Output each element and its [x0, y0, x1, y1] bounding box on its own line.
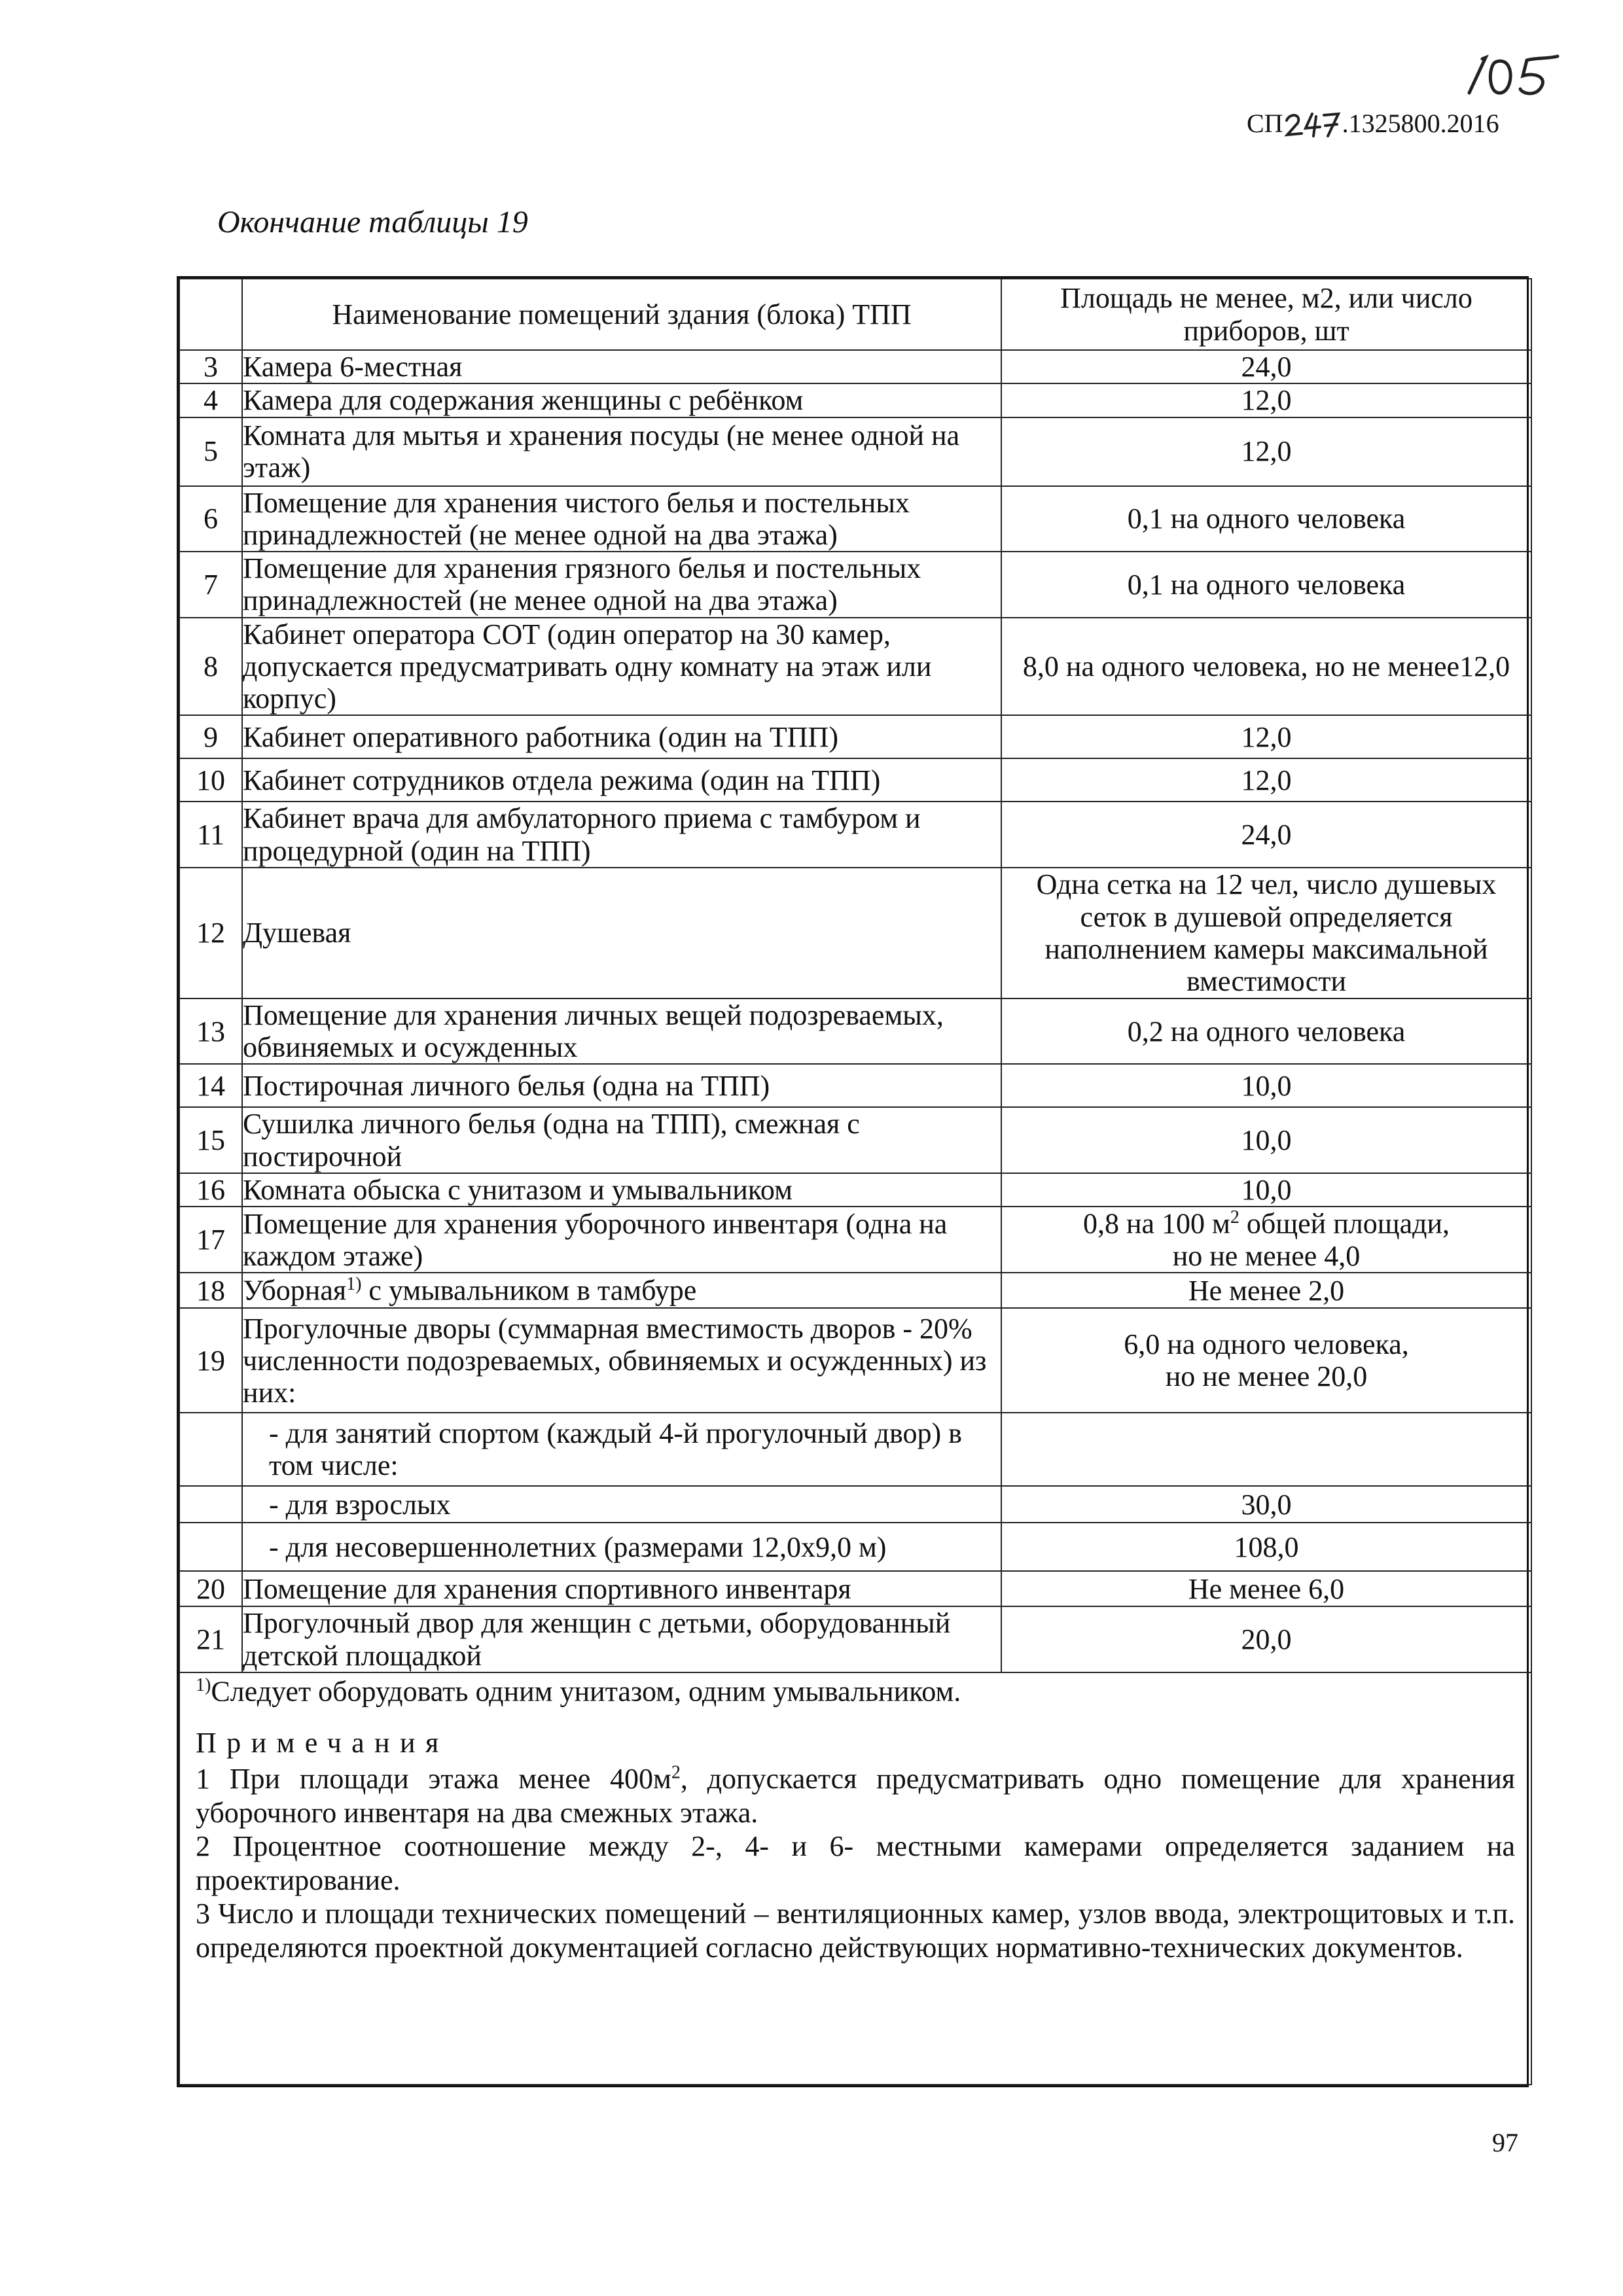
row-value-cell	[1001, 1207, 1531, 1273]
row-name-cell	[242, 1273, 1001, 1308]
row-value-cell: 12,0	[1001, 417, 1531, 486]
row-value-cell: 24,0	[1001, 350, 1531, 383]
row-number-cell: 11	[179, 802, 242, 868]
table-caption: Окончание таблицы 19	[217, 205, 528, 239]
rooms-table	[179, 278, 1532, 2085]
row-name-cell: Кабинет оператора СОТ (один оператор на 30 камер, допускается предусматривать одну комнату на этаж или корпус)	[242, 618, 1001, 716]
row-name-cell: Постирочная личного белья (одна на ТПП)	[242, 1064, 1001, 1107]
table-row	[179, 1064, 1531, 1107]
row-number-cell: 3	[179, 350, 242, 383]
table-row	[179, 486, 1531, 552]
row-name-cell: Помещение для хранения грязного белья и постельных принадлежностей (не менее одной на два этажа)	[242, 552, 1001, 618]
doc-code-suffix: .1325800.2016	[1342, 108, 1499, 138]
table-row	[179, 1606, 1531, 1672]
row-value-cell: 24,0	[1001, 802, 1531, 868]
header-name-cell: Наименование помещений здания (блока) ТПП	[242, 279, 1001, 350]
row-name-cell: Помещение для хранения чистого белья и постельных принадлежностей (не менее одной на два этажа)	[242, 486, 1001, 552]
row-name-cell: Помещение для хранения личных вещей подозреваемых, обвиняемых и осужденных	[242, 998, 1001, 1065]
table-row	[179, 1523, 1531, 1571]
row-value-cell: 20,0	[1001, 1606, 1531, 1672]
row-name-cell: Кабинет врача для амбулаторного приема с тамбуром и процедурной (один на ТПП)	[242, 802, 1001, 868]
row-number-cell: 5	[179, 417, 242, 486]
row-number-cell	[179, 1523, 242, 1571]
row-value-cell: 10,0	[1001, 1064, 1531, 1107]
row-value-cell: 12,0	[1001, 383, 1531, 417]
notes-title: Примечания	[196, 1726, 449, 1759]
row-value-cell: 0,2 на одного человека	[1001, 998, 1531, 1065]
row-name-cell: Камера 6-местная	[242, 350, 1001, 383]
row-value-cell	[1001, 1308, 1531, 1413]
table-19	[177, 276, 1529, 2087]
row-name-cell: Прогулочный двор для женщин с детьми, оборудованный детской площадкой	[242, 1606, 1001, 1672]
row-number-cell: 16	[179, 1173, 242, 1207]
row-number-cell: 12	[179, 868, 242, 998]
row-number-cell: 15	[179, 1107, 242, 1173]
row-value-cell: Не менее 6,0	[1001, 1571, 1531, 1606]
value-line	[1002, 1207, 1531, 1240]
row-name-cell: - для занятий спортом (каждый 4-й прогулочный двор) в том числе:	[242, 1413, 1001, 1486]
row-name-cell: Кабинет оперативного работника (один на ТПП)	[242, 715, 1001, 758]
row-value-cell: Одна сетка на 12 чел, число душевых сеток в душевой определяется наполнением камеры максимальной вместимости	[1001, 868, 1531, 998]
row-number-cell: 7	[179, 552, 242, 618]
table-row	[179, 1486, 1531, 1523]
table-row	[179, 1571, 1531, 1606]
table-row	[179, 383, 1531, 417]
row-value-cell: 0,1 на одного человека	[1001, 552, 1531, 618]
footnote-row	[179, 1672, 1531, 1709]
row-value-cell: 10,0	[1001, 1107, 1531, 1173]
table-row	[179, 1308, 1531, 1413]
unit-superscript: 2	[671, 1762, 681, 1783]
table-row	[179, 802, 1531, 868]
table-row	[179, 715, 1531, 758]
row-number-cell: 20	[179, 1571, 242, 1606]
table-row	[179, 998, 1531, 1065]
row-name-cell: Помещение для хранения спортивного инвентаря	[242, 1571, 1001, 1606]
value-line: но не менее 20,0	[1165, 1360, 1368, 1393]
row-value-cell: Не менее 2,0	[1001, 1273, 1531, 1308]
value-text: общей площади,	[1239, 1207, 1450, 1240]
unit-superscript: 2	[1230, 1207, 1240, 1228]
row-number-cell: 4	[179, 383, 242, 417]
table-row	[179, 618, 1531, 716]
table-row	[179, 868, 1531, 998]
row-value-cell: 12,0	[1001, 758, 1531, 802]
note-text: , допускается предусматривать одно помещение для хранения уборочного инвентаря на два смежных этажа.	[196, 1763, 1515, 1829]
row-number-cell: 14	[179, 1064, 242, 1107]
row-name-cell: Кабинет сотрудников отдела режима (один на ТПП)	[242, 758, 1001, 802]
row-number-cell: 6	[179, 486, 242, 552]
footnote-text: Следует оборудовать одним унитазом, одним умывальником.	[211, 1675, 961, 1708]
note-item	[196, 1762, 1515, 1829]
row-name-cell: - для взрослых	[242, 1486, 1001, 1523]
row-value-cell: 8,0 на одного человека, но не менее12,0	[1001, 618, 1531, 716]
note-item: 2 Процентное соотношение между 2-, 4- и 6- местными камерами определяется заданием на проектирование.	[196, 1830, 1515, 1896]
footnote-cell	[179, 1672, 1531, 1709]
row-number-cell	[179, 1413, 242, 1486]
row-name-cell: Комната для мытья и хранения посуды (не менее одной на этаж)	[242, 417, 1001, 486]
row-number-cell: 10	[179, 758, 242, 802]
row-number-cell: 13	[179, 998, 242, 1065]
footnote-ref: 1)	[346, 1274, 362, 1295]
header-num-cell	[179, 279, 242, 350]
row-name-cell: Прогулочные дворы (суммарная вместимость дворов - 20% численности подозреваемых, обвиняемых и осужденных) из них:	[242, 1308, 1001, 1413]
value-line: 6,0 на одного человека,	[1124, 1328, 1409, 1361]
notes-cell	[179, 1709, 1531, 2085]
document-code	[1247, 98, 1548, 144]
row-value-cell: 0,1 на одного человека	[1001, 486, 1531, 552]
row-name-text: Уборная	[243, 1275, 347, 1307]
table-row	[179, 1173, 1531, 1207]
table-row	[179, 417, 1531, 486]
row-name-cell: Комната обыска с унитазом и умывальником	[242, 1173, 1001, 1207]
row-name-cell: Камера для содержания женщины с ребёнком	[242, 383, 1001, 417]
row-number-cell	[179, 1486, 242, 1523]
table-row	[179, 758, 1531, 802]
row-name-cell: Сушилка личного белья (одна на ТПП), смежная с постирочной	[242, 1107, 1001, 1173]
row-value-cell: 108,0	[1001, 1523, 1531, 1571]
handwritten-doc-number	[1283, 107, 1342, 140]
table-row	[179, 552, 1531, 618]
row-number-cell: 8	[179, 618, 242, 716]
row-name-cell: - для несовершеннолетних (размерами 12,0х9,0 м)	[242, 1523, 1001, 1571]
row-number-cell: 18	[179, 1273, 242, 1308]
value-line: но не менее 4,0	[1172, 1240, 1361, 1273]
row-name-text: с умывальником в тамбуре	[361, 1275, 697, 1307]
footnote-mark: 1)	[196, 1674, 211, 1695]
row-number-cell: 21	[179, 1606, 242, 1672]
row-value-cell	[1001, 1413, 1531, 1486]
table-row	[179, 1413, 1531, 1486]
note-text: 1 При площади этажа менее 400м	[196, 1763, 671, 1795]
row-number-cell: 17	[179, 1207, 242, 1273]
row-value-cell: 12,0	[1001, 715, 1531, 758]
table-header-row	[179, 279, 1531, 350]
row-value-cell: 10,0	[1001, 1173, 1531, 1207]
value-text: 0,8 на 100 м	[1082, 1207, 1230, 1240]
table-row	[179, 1273, 1531, 1308]
row-value-cell: 30,0	[1001, 1486, 1531, 1523]
doc-code-prefix: СП	[1247, 108, 1283, 138]
notes-row	[179, 1709, 1531, 2085]
note-item: 3 Число и площади технических помещений – вентиляционных камер, узлов ввода, электрощитовых и т.п. определяются проектной документацией согласно действующих нормативно-технических документов.	[196, 1898, 1515, 1964]
table-row	[179, 1207, 1531, 1273]
table-row	[179, 350, 1531, 383]
row-name-cell: Душевая	[242, 868, 1001, 998]
page-number: 97	[1492, 2128, 1518, 2157]
row-number-cell: 9	[179, 715, 242, 758]
row-number-cell: 19	[179, 1308, 242, 1413]
row-name-cell: Помещение для хранения уборочного инвентаря (одна на каждом этаже)	[242, 1207, 1001, 1273]
header-value-cell: Площадь не менее, м2, или число приборов, шт	[1001, 279, 1531, 350]
table-row	[179, 1107, 1531, 1173]
